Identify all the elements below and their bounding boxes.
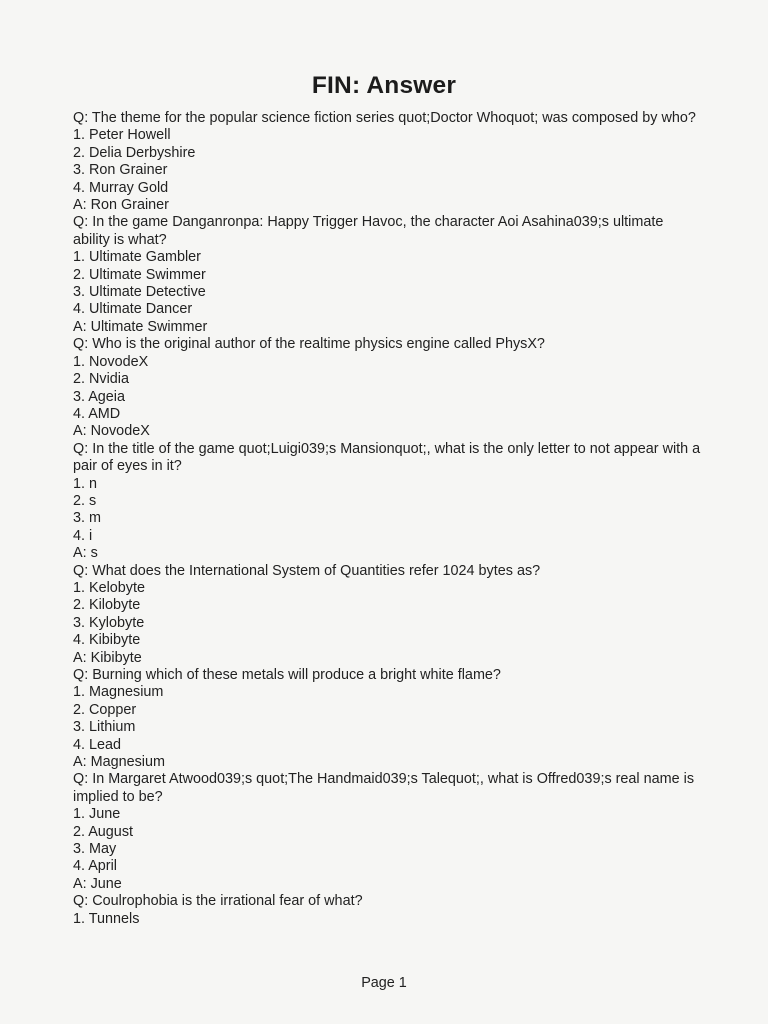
qa-item — [73, 667, 703, 771]
qa-item — [73, 771, 703, 893]
answer-text: A: s — [73, 545, 98, 562]
question-text: Q: What does the International System of Quantities refer 1024 bytes as? — [73, 562, 541, 579]
question-text: Q: Burning which of these metals will produce a bright white flame? — [73, 667, 501, 683]
question-text: Q: Coulrophobia is the irrational fear of what? — [73, 893, 363, 910]
option-text: 1. Ultimate Gambler — [73, 249, 201, 266]
qa-item — [73, 214, 703, 336]
option-text: 1. NovodeX — [73, 353, 149, 370]
question-text: Q: In Margaret Atwood039;s quot;The Handmaid039;s Talequot;, what is Offred039;s real name is implied to be? — [73, 771, 699, 805]
option-text: 3. May — [73, 841, 117, 858]
option-text: 2. s — [73, 492, 97, 509]
option-text: 4. Lead — [73, 736, 122, 753]
question-text: Q: The theme for the popular science fiction series quot;Doctor Whoquot; was composed by who? — [73, 110, 696, 126]
option-text: 3. Kylobyte — [73, 614, 145, 631]
answer-text: A: Kibibyte — [73, 649, 142, 666]
qa-content — [73, 110, 703, 928]
qa-item — [73, 336, 703, 440]
qa-item — [73, 110, 703, 214]
question-text: Q: In the game Danganronpa: Happy Trigger Havoc, the character Aoi Asahina039;s ultimate ability is what? — [73, 214, 668, 248]
option-text: 3. Ultimate Detective — [73, 284, 206, 301]
option-text: 1. Tunnels — [73, 910, 140, 927]
option-text: 4. AMD — [73, 405, 121, 422]
option-text: 1. n — [73, 475, 98, 492]
qa-item — [73, 893, 703, 928]
option-text: 4. April — [73, 858, 117, 875]
option-text: 2. Nvidia — [73, 371, 129, 388]
option-text: 1. Kelobyte — [73, 579, 146, 596]
option-text: 4. i — [73, 527, 93, 544]
option-text: 3. Ron Grainer — [73, 162, 168, 179]
option-text: 4. Kibibyte — [73, 632, 141, 649]
answer-text: A: NovodeX — [73, 423, 150, 440]
option-text: 1. June — [73, 806, 121, 823]
option-text: 4. Murray Gold — [73, 179, 169, 196]
option-text: 2. Kilobyte — [73, 597, 141, 614]
option-text: 1. Magnesium — [73, 684, 164, 701]
option-text: 3. Ageia — [73, 388, 126, 405]
option-text: 2. Copper — [73, 701, 137, 718]
answer-text: A: Ultimate Swimmer — [73, 318, 208, 335]
question-text: Q: Who is the original author of the realtime physics engine called PhysX? — [73, 336, 545, 353]
page-footer: Page 1 — [361, 975, 407, 991]
answer-text: A: Ron Grainer — [73, 197, 169, 214]
question-text: Q: In the title of the game quot;Luigi039;s Mansionquot;, what is the only letter to not appear with a pair of eyes in it? — [73, 440, 705, 475]
option-text: 3. Lithium — [73, 719, 136, 736]
option-text: 2. Ultimate Swimmer — [73, 266, 206, 283]
answer-text: A: Magnesium — [73, 754, 165, 771]
option-text: 2. Delia Derbyshire — [73, 144, 196, 161]
option-text: 3. m — [73, 510, 101, 527]
option-text: 4. Ultimate Dancer — [73, 301, 193, 318]
answer-text: A: June — [73, 875, 122, 892]
page-title: FIN: Answer — [311, 72, 457, 99]
option-text: 2. August — [73, 823, 134, 840]
qa-item — [73, 563, 703, 667]
option-text: 1. Peter Howell — [73, 127, 171, 144]
qa-item — [73, 441, 703, 563]
